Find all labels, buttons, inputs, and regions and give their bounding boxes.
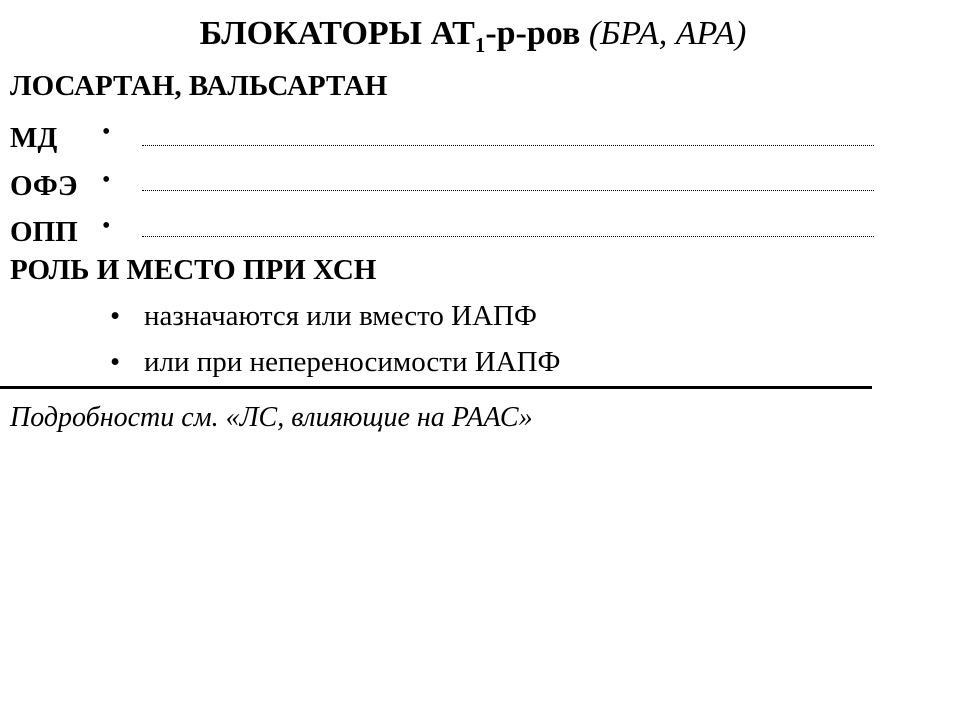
title-subscript: 1 xyxy=(474,33,486,57)
title-tail: -р-ров xyxy=(485,15,581,52)
role-list-item xyxy=(110,298,537,334)
title-main: БЛОКАТОРЫ АТ xyxy=(199,15,475,52)
slide-title xyxy=(0,12,946,59)
field-dotted-line-ofe xyxy=(142,190,874,191)
field-bullet-ofe: • xyxy=(102,167,111,193)
bullet-icon: • xyxy=(110,346,121,378)
field-bullet-opp: • xyxy=(102,213,111,239)
title-abbreviations: (БРА, АРА) xyxy=(588,15,747,52)
field-label-md: МД xyxy=(10,122,58,154)
field-label-opp: ОПП xyxy=(10,216,78,248)
separator-line xyxy=(0,386,872,389)
field-bullet-md: • xyxy=(102,119,111,145)
drug-names: ЛОСАРТАН, ВАЛЬСАРТАН xyxy=(10,70,388,102)
field-dotted-line-md xyxy=(142,145,874,146)
role-list-item xyxy=(110,344,560,380)
role-item-text: назначаются или вместо ИАПФ xyxy=(144,300,537,332)
role-heading: РОЛЬ И МЕСТО ПРИ ХСН xyxy=(10,254,377,286)
field-label-ofe: ОФЭ xyxy=(10,170,78,202)
role-item-text: или при непереносимости ИАПФ xyxy=(144,346,561,378)
bullet-icon: • xyxy=(110,300,121,332)
field-dotted-line-opp xyxy=(142,236,874,237)
footnote: Подробности см. «ЛС, влияющие на РААС» xyxy=(10,402,533,433)
